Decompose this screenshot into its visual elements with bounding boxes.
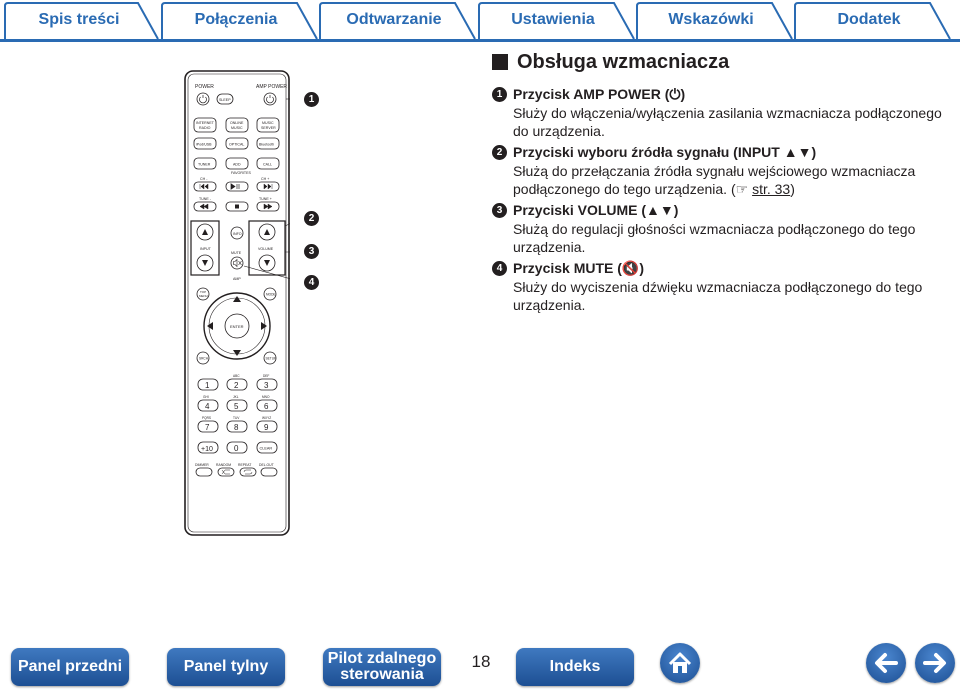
tab-label: Ustawienia <box>511 11 595 28</box>
item-heading: Przyciski wyboru źródła sygnału (INPUT ▲▼) <box>513 144 817 160</box>
repeat-label: REPEAT <box>238 463 252 467</box>
tab-label: Połączenia <box>194 11 278 28</box>
mute-icon <box>234 260 242 267</box>
tab-label: Dodatek <box>837 11 901 28</box>
back-button[interactable] <box>866 643 906 683</box>
dpad-right-icon <box>261 322 267 330</box>
top-menu-label-1: TOP <box>200 290 207 294</box>
up-arrow-icon <box>202 229 208 235</box>
key-4-sub: GHI <box>203 395 209 399</box>
index-button[interactable] <box>516 648 634 686</box>
dpad-left-icon <box>207 322 213 330</box>
top-menu-label-2: MENU <box>199 294 208 298</box>
tune-plus-label: TUNE + <box>259 197 272 201</box>
mute-label: MUTE <box>231 251 242 255</box>
item-description-text: Służą do przełączania źródła sygnału wejściowego wzmacniacza podłączonego do tego urządzenia. <box>513 163 916 197</box>
page-reference-link[interactable]: str. 33 <box>752 181 791 197</box>
random-button <box>218 468 234 476</box>
volume-label: VOLUME <box>258 247 274 251</box>
item-number: 1 <box>492 87 507 102</box>
del-out-button <box>261 468 277 476</box>
ch-minus-label: CH - <box>200 177 208 181</box>
input-label: INPUT <box>200 247 211 251</box>
skip-forward-icon <box>264 184 272 189</box>
key-5-label: 5 <box>234 402 239 411</box>
random-label: RANDOM <box>216 463 232 467</box>
callout-number: 1 <box>304 92 319 107</box>
key-7-sub: PQRS <box>202 416 212 420</box>
dpad-up-icon <box>233 296 241 302</box>
amp-power-icon <box>267 95 274 103</box>
callout-number: 3 <box>304 244 319 259</box>
callout-number: 4 <box>304 275 319 290</box>
item-input <box>492 143 952 199</box>
rear-panel-label: Panel tylny <box>183 658 269 675</box>
remote-control-illustration <box>184 70 290 536</box>
key-4-label: 4 <box>205 402 210 411</box>
index-label: Indeks <box>549 658 601 675</box>
key-2-sub: ABC <box>233 374 240 378</box>
power-label: POWER <box>195 84 214 90</box>
front-panel-button[interactable] <box>11 648 129 686</box>
optical-label: OPTICAL <box>229 142 245 147</box>
power-icon <box>200 95 207 103</box>
item-heading: Przycisk AMP POWER (⏻) <box>513 86 686 102</box>
rear-panel-button[interactable] <box>167 648 285 686</box>
ch-plus-label: CH + <box>261 177 270 181</box>
top-tab-bar <box>0 0 960 42</box>
item-mute <box>492 259 952 313</box>
key-3-label: 3 <box>264 381 269 390</box>
tab-tips[interactable] <box>636 2 786 38</box>
key-3-sub: DEF <box>263 374 270 378</box>
item-heading: Przycisk MUTE (🔇) <box>513 260 645 276</box>
item-description: Służy do włączenia/wyłączenia zasilania wzmacniacza podłączonego do urządzenia. <box>513 105 942 139</box>
mode-label: MODE <box>266 292 276 297</box>
del-out-label: DEL.OUT <box>259 463 274 467</box>
key-6-sub: MNO <box>262 395 270 399</box>
dimmer-label: DIMMER <box>195 463 209 467</box>
internet-radio-label-1: INTERNET <box>196 121 214 125</box>
item-description <box>513 162 953 198</box>
call-label: CALL <box>263 162 272 167</box>
music-server-label-2: SERVER <box>261 126 276 130</box>
ref-close: ) <box>790 181 795 197</box>
item-volume <box>492 201 952 255</box>
tuner-label: TUNER <box>198 162 211 167</box>
front-panel-label: Panel przedni <box>17 658 123 675</box>
skip-back-icon <box>200 184 208 189</box>
add-label: ADD <box>233 162 241 167</box>
pointing-hand-icon: ☞ <box>735 181 749 197</box>
down-arrow-icon <box>264 260 270 266</box>
section-title-text: Obsługa wzmacniacza <box>517 51 730 73</box>
tab-connections[interactable] <box>161 2 311 38</box>
key-6-label: 6 <box>264 402 269 411</box>
amp-power-label: AMP POWER <box>256 84 288 90</box>
stop-icon <box>235 205 239 209</box>
ipod-usb-label: iPod/USB <box>196 142 212 147</box>
key-1-label: 1 <box>205 381 210 390</box>
item-number: 3 <box>492 203 507 218</box>
key-8-label: 8 <box>234 423 239 432</box>
clear-label: CLEAR <box>259 446 273 451</box>
key-plus-10-label: +10 <box>201 446 213 453</box>
key-0-label: 0 <box>234 444 239 453</box>
tab-label: Wskazówki <box>668 11 754 28</box>
tune-minus-label: TUNE - <box>199 197 211 201</box>
setup-label: SETUP <box>265 356 277 361</box>
section-marker-icon <box>492 54 508 70</box>
key-5-sub: JKL <box>233 395 239 399</box>
key-2-label: 2 <box>234 381 239 390</box>
tab-contents[interactable] <box>4 2 154 38</box>
arrow-right-icon <box>915 643 955 683</box>
remote-control-button[interactable] <box>323 648 441 686</box>
up-arrow-icon <box>264 229 270 235</box>
callout-number: 2 <box>304 211 319 226</box>
random-icon <box>222 470 230 474</box>
enter-label: ENTER <box>230 324 244 329</box>
item-number: 4 <box>492 261 507 276</box>
info-label: INFO <box>233 232 242 236</box>
tab-settings[interactable] <box>478 2 628 38</box>
tab-playback[interactable] <box>319 2 469 38</box>
home-button[interactable] <box>660 643 700 683</box>
item-description: Służy do wyciszenia dźwięku wzmacniacza podłączonego do tego urządzenia. <box>513 279 923 313</box>
music-server-label-1: MUSIC <box>262 121 274 125</box>
fast-forward-icon <box>264 204 272 209</box>
key-8-sub: TUV <box>233 416 240 420</box>
amp-label: AMP <box>233 277 241 281</box>
rewind-icon <box>200 204 208 209</box>
item-number: 2 <box>492 145 507 160</box>
dpad-down-icon <box>233 350 241 356</box>
arrow-left-icon <box>866 643 906 683</box>
online-music-label-1: ONLINE <box>230 121 244 125</box>
page-number: 18 <box>471 652 491 671</box>
key-9-label: 9 <box>264 423 269 432</box>
online-music-label-2: MUSIC <box>231 126 243 130</box>
page-reference[interactable] <box>731 181 795 197</box>
key-7-label: 7 <box>205 423 210 432</box>
tab-label: Spis treści <box>38 11 120 28</box>
internet-radio-label-2: RADIO <box>199 126 211 130</box>
repeat-button <box>240 468 256 476</box>
tab-label: Odtwarzanie <box>346 11 442 28</box>
down-arrow-icon <box>202 260 208 266</box>
favorites-label: FAVORITES <box>231 171 251 175</box>
tab-appendix[interactable] <box>794 2 944 38</box>
bluetooth-label: Bluetooth <box>259 142 275 147</box>
remote-control-label-2: sterowania <box>340 666 424 683</box>
repeat-icon <box>244 470 252 474</box>
ref-open: ( <box>730 181 736 197</box>
item-description: Służą do regulacji głośności wzmacniacza podłączonego do tego urządzenia. <box>513 221 916 255</box>
forward-button[interactable] <box>915 643 955 683</box>
sleep-label: SLEEP <box>219 98 231 102</box>
home-icon <box>660 643 700 683</box>
search-label: SRCH <box>199 356 209 361</box>
callout-line-4 <box>244 266 290 282</box>
key-9-sub: WXYZ <box>262 416 272 420</box>
dimmer-button <box>196 468 212 476</box>
item-amp-power <box>492 85 952 137</box>
remote-control-label-1: Pilot zdalnego <box>327 650 437 667</box>
item-heading: Przyciski VOLUME (▲▼) <box>513 202 679 218</box>
play-pause-icon <box>231 184 239 189</box>
